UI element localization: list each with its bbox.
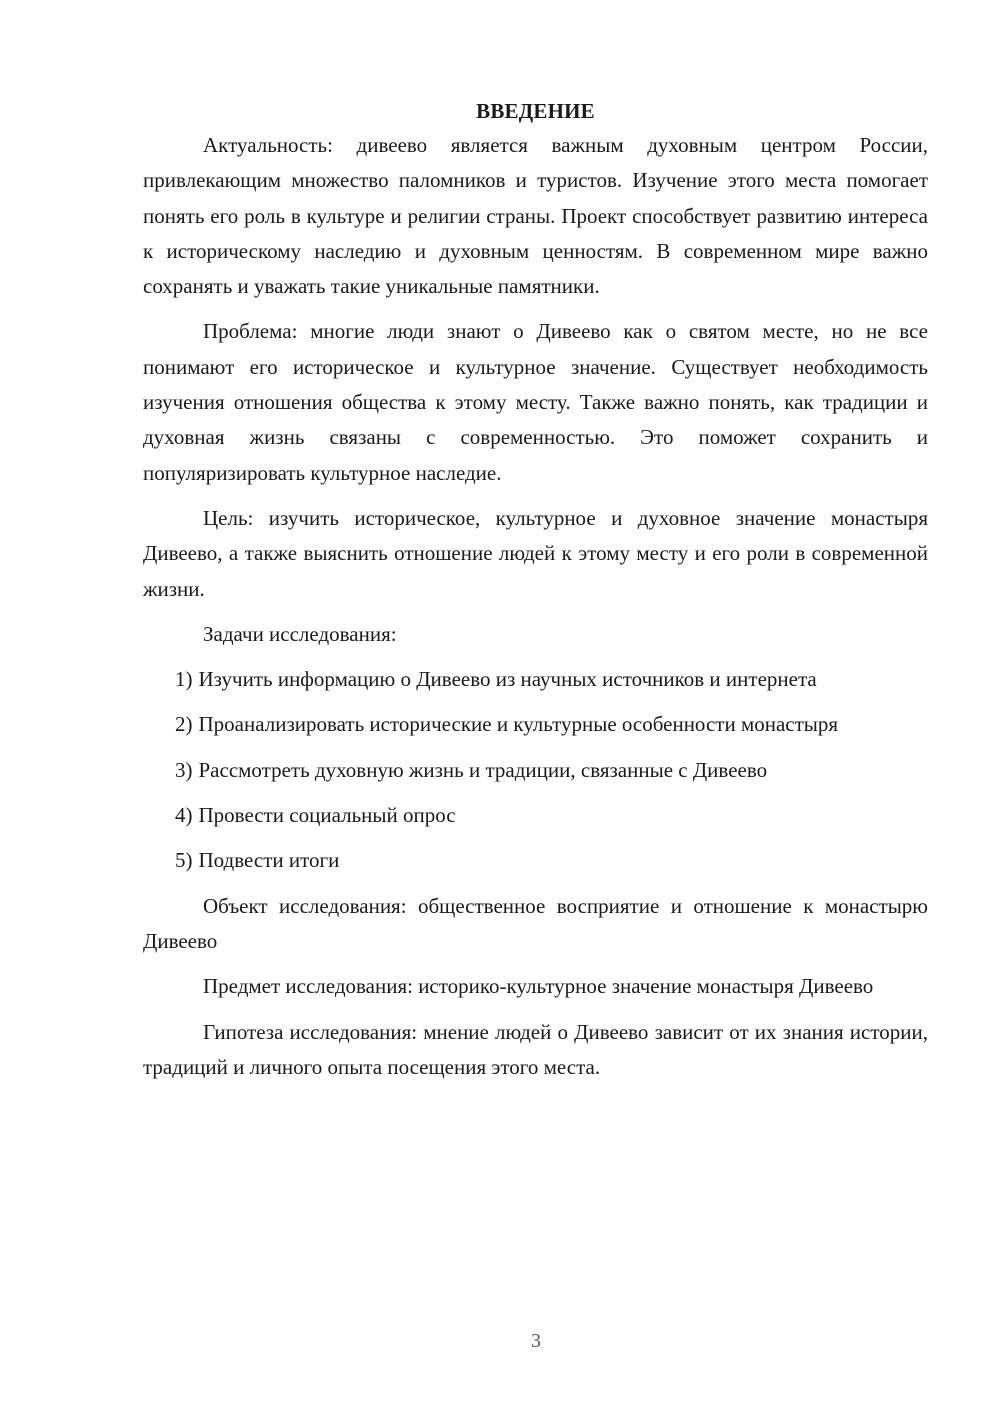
page-title: ВВЕДЕНИЕ <box>476 99 595 123</box>
list-item-text: Провести социальный опрос <box>198 803 456 828</box>
list-item <box>143 707 928 742</box>
list-item-text: Изучить информацию о Дивеево из научных источников и интернета <box>198 667 817 692</box>
list-item-number: 1) <box>175 667 193 692</box>
paragraph-hypothesis: Гипотеза исследования: мнение людей о Дивеево зависит от их знания истории, традиций и личного опыта посещения этого места. <box>143 1019 928 1079</box>
list-item-number: 4) <box>175 803 193 828</box>
list-item <box>143 798 928 833</box>
paragraph-subject: Предмет исследования: историко-культурное значение монастыря Дивеево <box>203 974 874 999</box>
tasks-list <box>143 662 928 878</box>
paragraph-problem: Проблема: многие люди знают о Дивеево как о святом месте, но не все понимают его историческое и культурное значение. Существует необходимость изучения отношения общества к этому месту. Также важно понять, как традиции и духовная жизнь связаны с современностью. Это поможет сохранить и популяризировать культурное наследие. <box>143 319 928 485</box>
page-number: 3 <box>531 1330 541 1352</box>
list-item-number: 3) <box>175 757 193 782</box>
list-item <box>143 843 928 878</box>
document-page <box>143 94 928 1095</box>
paragraph-goal: Цель: изучить историческое, культурное и духовное значение монастыря Дивеево, а также выяснить отношение людей к этому месту и его роли в современной жизни. <box>143 505 928 601</box>
list-item <box>143 662 928 697</box>
list-item-number: 5) <box>175 848 193 873</box>
list-item-text: Рассмотреть духовную жизнь и традиции, связанные с Дивеево <box>198 757 768 782</box>
list-item-text: Подвести итоги <box>198 848 340 873</box>
list-item <box>143 753 928 788</box>
list-item-text: Проанализировать исторические и культурные особенности монастыря <box>198 712 839 737</box>
list-item-number: 2) <box>175 712 193 737</box>
paragraph-relevance: Актуальность: дивеево является важным духовным центром России, привлекающим множество паломников и туристов. Изучение этого места помогает понять его роль в культуре и религии страны. Проект способствует развитию интереса к историческому наследию и духовным ценностям. В современном мире важно сохранять и уважать такие уникальные памятники. <box>143 133 928 299</box>
tasks-heading: Задачи исследования: <box>203 621 397 646</box>
paragraph-object: Объект исследования: общественное восприятие и отношение к монастырю Дивеево <box>143 893 928 953</box>
